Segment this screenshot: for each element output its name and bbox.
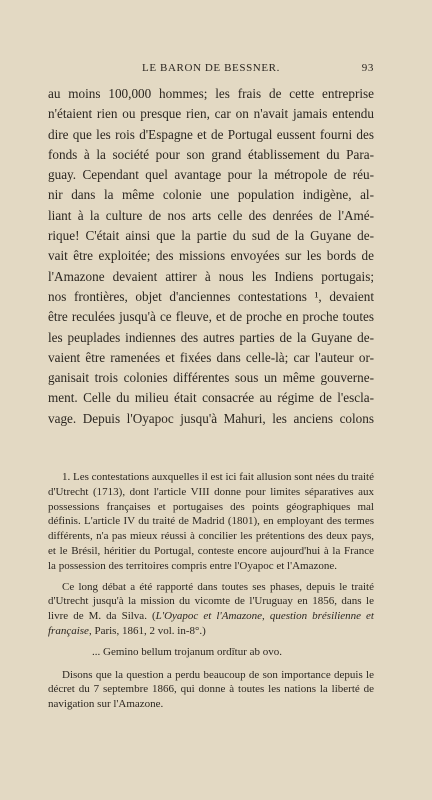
body-line: guay. Cependant quel avantage pour la métropole de réu- bbox=[48, 167, 374, 183]
body-line: nos frontières, objet d'anciennes contestations ¹, devaient bbox=[48, 288, 374, 304]
body-line: les peuplades indiennes des autres parties de la Guyane de- bbox=[48, 329, 374, 345]
body-line: être reculées jusqu'à ce fleuve, et de proche en proche toutes bbox=[48, 309, 374, 325]
body-line: vaient être ramenées et fixées dans celle-là; car l'auteur or- bbox=[48, 349, 374, 365]
footnote-2-book-title: L'Oyapoc et l'Amazone, question brésilienne et française bbox=[48, 610, 374, 637]
footnote-quote: ... Gemino bellum trojanum ordītur ab ovo. bbox=[92, 645, 283, 658]
page-number: 93 bbox=[361, 62, 374, 74]
main-text bbox=[48, 84, 374, 429]
body-line: liant à la culture de nos arts celle des denrées de l'Amé- bbox=[48, 207, 374, 223]
body-line: nir dans la même colonie une population indigène, al- bbox=[48, 187, 374, 203]
page-header bbox=[48, 62, 374, 78]
body-line: rique! C'était ainsi que la partie du sud de la Guyane de- bbox=[48, 228, 374, 244]
footnote-2-end: , Paris, 1861, 2 vol. in-8°.) bbox=[88, 624, 206, 637]
footnote-paragraph-2 bbox=[48, 580, 374, 639]
footnotes bbox=[48, 470, 374, 718]
body-line: ment. Celle du milieu était consacrée au régime de l'escla- bbox=[48, 390, 374, 406]
body-line: dire que les rois d'Espagne et de Portugal eussent fourni des bbox=[48, 126, 374, 142]
footnote-2-text: Ce long débat a été rapporté dans toutes ses phases, depuis le traité d'Utrecht jusqu'à la mission du vicomte de l'Uruguay en 1856, dans le livre de M. da Silva. ( bbox=[48, 580, 374, 623]
body-line: n'étaient rien ou presque rien, car on n'avait jamais entendu bbox=[48, 106, 374, 122]
body-line: fonds à la société pour son grand établissement du Para- bbox=[48, 146, 374, 162]
body-line: vait être exploitée; des missions envoyées sur les bords de bbox=[48, 248, 374, 264]
running-title: LE BARON DE BESSNER. bbox=[142, 62, 280, 74]
body-line: vage. Depuis l'Oyapoc jusqu'à Mahuri, les anciens colons bbox=[48, 410, 374, 426]
footnote-paragraph-3: Disons que la question a perdu beaucoup de son importance depuis le décret du 7 septembre 1866, qui donne à toutes les nations la liberté de navigation sur l'Amazone. bbox=[48, 668, 374, 711]
footnote-1: 1. Les contestations auxquelles il est ici fait allusion sont nées du traité d'Utrecht (1713), dont l'article VIII donne pour limites séparatives aux possessions françaises et portugaises des points géographiques mal définis. L'article IV du traité de Madrid (1801), en employant des termes différents, n'a pas mieux réussi à concilier les prétentions des deux pays, et le Brésil, héritier du Portugal, conteste encore aujourd'hui à la France la possession des territoires compris entre l'Oyapoc et l'Amazone. bbox=[48, 471, 374, 572]
body-line: l'Amazone devaient attirer à nous les Indiens portugais; bbox=[48, 268, 374, 284]
body-line: ganisait trois colonies différentes sous un même gouverne- bbox=[48, 370, 374, 386]
body-line: au moins 100,000 hommes; les frais de cette entreprise bbox=[48, 86, 374, 101]
